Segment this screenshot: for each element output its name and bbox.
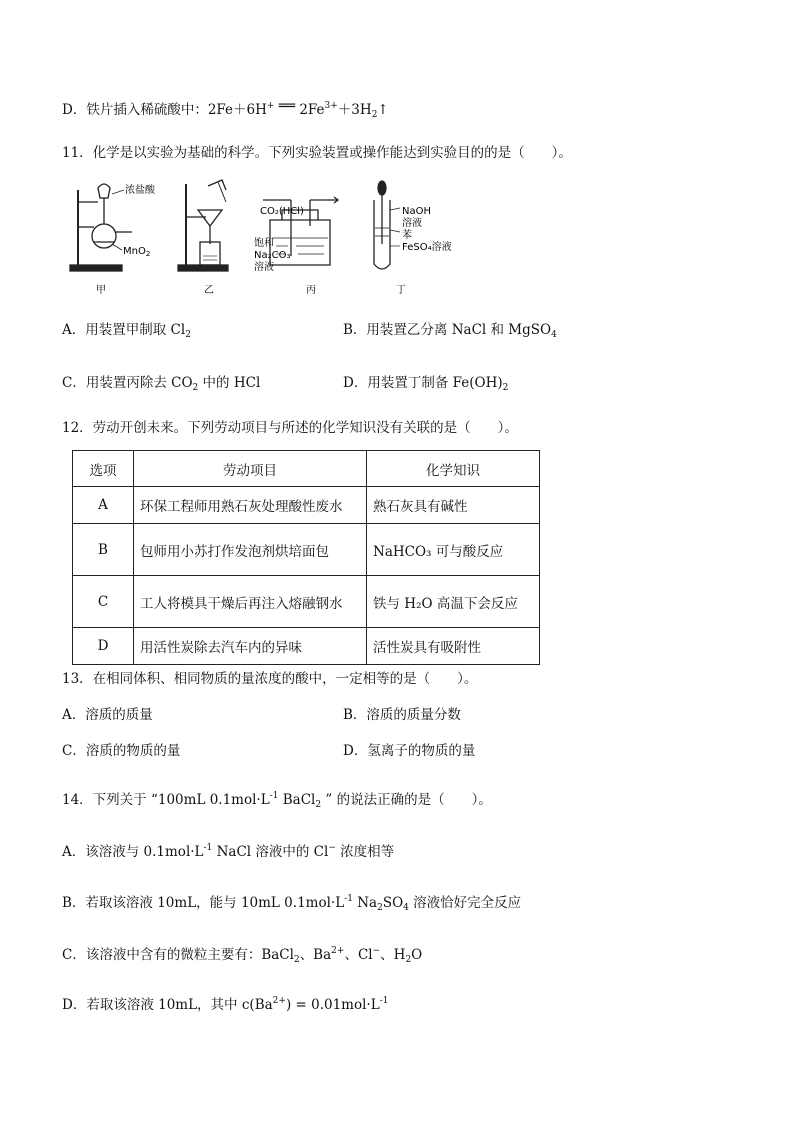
row-option: B	[73, 524, 134, 576]
q14-stem: 14．下列关于 “100mL $0.1mol\cdot L^{-1}$ BaCl$_2$ ” 的说法正确的是（ ）。	[62, 791, 492, 810]
q14-option-d: D．若取该溶液 10mL，其中 $c(Ba^{2+}) = 0.01mol\cdot L^{-1}$	[62, 996, 389, 1013]
label-sat3: 溶液	[254, 262, 274, 273]
row-work: 工人将模具干燥后再注入熔融钢水	[134, 576, 367, 628]
caption-ding: 丁	[396, 285, 406, 296]
label-acid: 浓盐酸	[125, 185, 155, 196]
header-option: 选项	[73, 451, 134, 487]
q10-d-eq-sup2: 3+	[324, 101, 338, 111]
q13-option-a: A．溶质的质量	[62, 707, 153, 723]
row-work: 包师用小苏打作发泡剂烘培面包	[134, 524, 367, 576]
table-row	[73, 524, 540, 576]
q11-option-d: D．用装置丁制备 $Fe(OH)_2$	[343, 375, 509, 393]
q12-stem: 12．劳动开创未来。下列劳动项目与所述的化学知识没有关联的是（ ）。	[62, 420, 518, 436]
row-work: 用活性炭除去汽车内的异味	[134, 628, 367, 665]
header-work: 劳动项目	[134, 451, 367, 487]
caption-bing: 丙	[306, 285, 316, 296]
q12-table	[72, 450, 540, 665]
q11-stem: 11．化学是以实验为基础的科学。下列实验装置或操作能达到实验目的的是（ ）。	[62, 145, 572, 161]
apparatus-yi	[178, 180, 228, 271]
label-sat2: Na₂CO₃	[254, 250, 291, 261]
row-knowledge: 铁与 H₂O 高温下会反应	[367, 576, 540, 628]
q11-apparatus-figure	[58, 172, 458, 302]
q10-d-eq-sub: 2	[371, 110, 378, 120]
label-mno2: MnO$_2$	[123, 246, 151, 258]
caption-yi: 乙	[204, 285, 214, 296]
apparatus-ding	[374, 181, 400, 269]
table-header-row	[73, 451, 540, 487]
row-work: 环保工程师用熟石灰处理酸性废水	[134, 487, 367, 524]
row-knowledge: 熟石灰具有碱性	[367, 487, 540, 524]
q10-d-eq-sup: +	[266, 101, 275, 111]
label-benzene: 苯	[402, 230, 412, 241]
q13-option-b: B．溶质的质量分数	[343, 707, 461, 723]
label-feso4: FeSO₄溶液	[402, 242, 452, 253]
header-knowledge: 化学知识	[367, 451, 540, 487]
q10-d-eq-left: 2Fe＋6H	[207, 102, 267, 118]
q11-option-b: B．用装置乙分离 NaCl 和 MgSO$_4$	[343, 322, 557, 340]
table-row	[73, 487, 540, 524]
table-row	[73, 628, 540, 665]
q10-d-label: D．铁片插入稀硫酸中：	[62, 102, 208, 118]
apparatus-jia	[70, 184, 132, 271]
row-knowledge: 活性炭具有吸附性	[367, 628, 540, 665]
table-row	[73, 576, 540, 628]
row-option: C	[73, 576, 134, 628]
q11-option-a: A．用装置甲制取 $Cl_2$	[62, 322, 191, 340]
q10-d-eq-right-b: ＋3H	[337, 102, 372, 118]
q10-option-d	[62, 96, 389, 125]
q13-option-c: C．溶质的物质的量	[62, 743, 181, 759]
label-gas-in: CO₂(HCl)	[260, 206, 304, 217]
q10-d-eq-right: 2Fe	[299, 102, 325, 118]
q14-option-a: A．该溶液与 $0.1mol\cdot L^{-1}$ NaCl 溶液中的 Cl− 浓度相等	[62, 843, 395, 860]
label-naoh-sol: 溶液	[402, 218, 422, 229]
q13-stem: 13．在相同体积、相同物质的量浓度的酸中，一定相等的是（ ）。	[62, 671, 478, 687]
row-knowledge: NaHCO₃ 可与酸反应	[367, 524, 540, 576]
q11-option-c: C．用装置丙除去 $CO_2$ 中的 HCl	[62, 375, 261, 393]
row-option: A	[73, 487, 134, 524]
q10-d-gas-arrow: ↑	[377, 102, 389, 118]
q10-d-eq-sign: ══	[278, 98, 296, 114]
caption-jia: 甲	[96, 285, 106, 296]
q14-option-b: B．若取该溶液 10mL，能与 10mL $0.1mol\cdot L^{-1}$ $Na_2SO_4$ 溶液恰好完全反应	[62, 894, 522, 913]
q13-option-d: D．氢离子的物质的量	[343, 743, 476, 759]
label-naoh: NaOH	[402, 206, 431, 217]
q14-option-c: C．该溶液中含有的微粒主要有：BaCl$_2$、$Ba^{2+}$、Cl−、$H_2O$	[62, 946, 423, 965]
row-option: D	[73, 628, 134, 665]
label-sat1: 饱和	[254, 238, 274, 249]
